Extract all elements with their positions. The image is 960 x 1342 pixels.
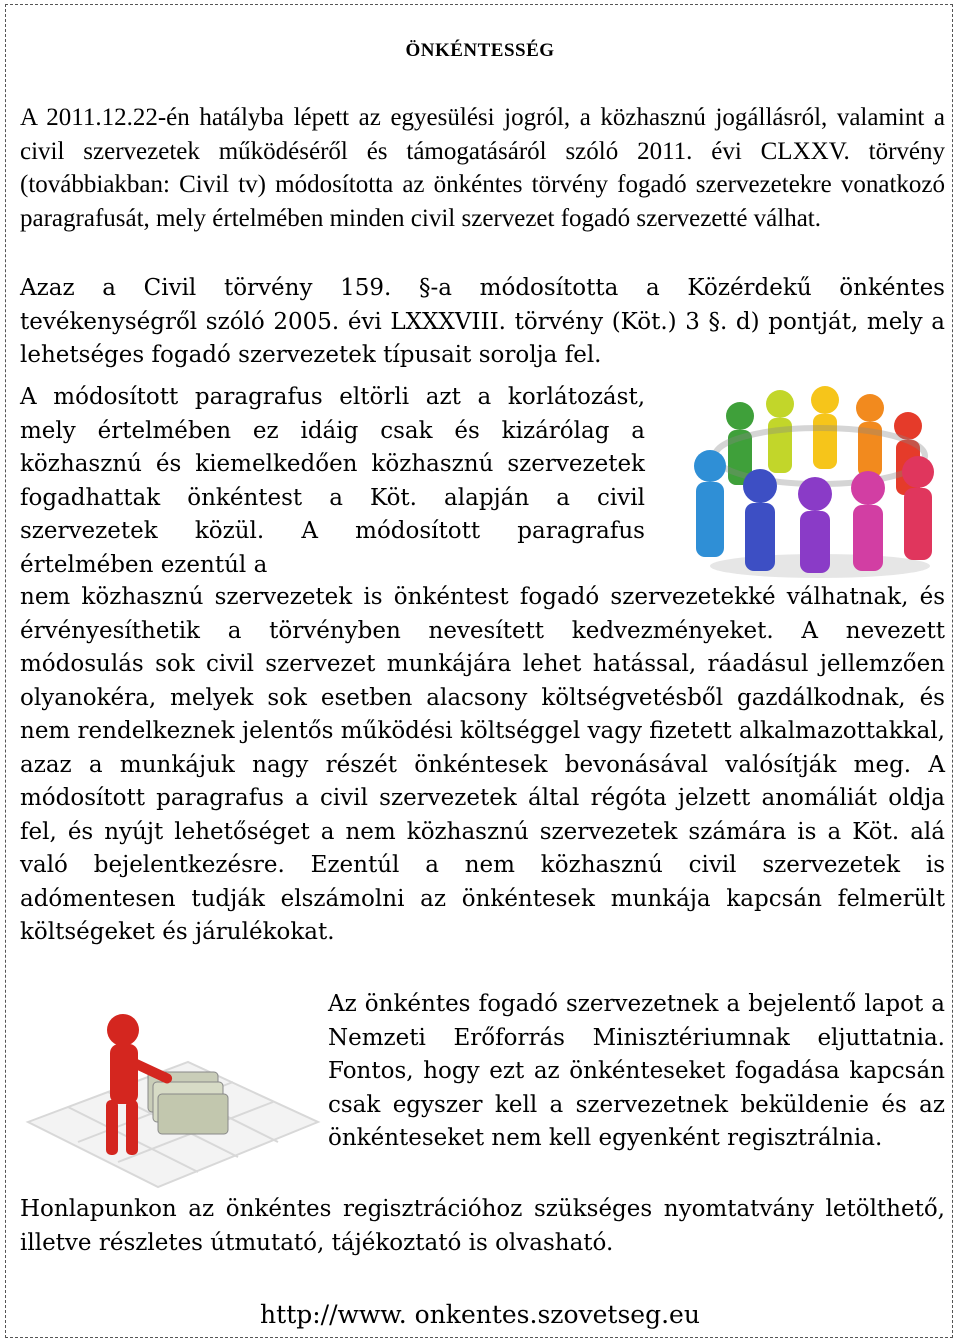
people-circle-illustration: [680, 386, 950, 581]
paragraph-website: Honlapunkon az önkéntes regisztrációhoz szükséges nyomtatvány letölthető, illetve részletes útmutató, tájékoztató is olvasható.: [20, 1196, 945, 1256]
paragraph-modification-part2: nem közhasznú szervezetek is önkéntest fogadó szervezetekké válhatnak, és érvényesíthetik a törvényben nevesített kedvezményeket. A nevezett módosulás sok civil szervezet munkájára lehet hatással, ráadásul jellemzően olyanokéra, melyek sok esetben alacsony költségvetésből gazdálkodnak, és nem rendelkeznek jelentős működési költséggel vagy fizetett alkalmazottakkal, azaz a munkájuk nagy részét önkéntesek bevonásával valósítják meg. A módosított paragrafus a civil szervezetek által régóta jelzett anomáliát oldja fel, és nyújt lehetőséget a nem közhasznú szervezetek számára is a Köt. alá való bejelentkezésre. Ezentúl a nem közhasznú civil szervezetek is adómentesen tudják elszámolni az önkéntesek munkája kapcsán felmerült költségeket és járulékokat.: [20, 584, 945, 945]
website-url[interactable]: http://www. onkentes.szovetseg.eu: [260, 1300, 700, 1329]
page-title: ÖNKÉNTESSÉG: [405, 40, 555, 61]
paragraph-civil-law: Azaz a Civil törvény 159. §-a módosította a Közérdekű önkéntes tevékenységről szóló 2005. évi LXXXVIII. törvény (Köt.) 3 §. d) pontját, mely a lehetséges fogadó szervezetek típusait sorolja fel.: [20, 275, 945, 368]
paragraph-registration: Az önkéntes fogadó szervezetnek a bejelentő lapot a Nemzeti Erőforrás Minisztériumnak eljuttatnia. Fontos, hogy ezt az önkénteseket fogadása kapcsán csak egyszer kell a szervezetnek beküldenie és az önkénteseket nem kell egyenként regisztrálnia.: [328, 991, 945, 1151]
paragraph-intro: A 2011.12.22-én hatályba lépett az egyesülési jogról, a közhasznú jogállásról, valamint a civil szervezetek működéséről és támogatásáról szóló 2011. évi CLXXV. törvény (továbbiakban: Civil tv) módosította az önkéntes törvény fogadó szervezetekre vonatkozó paragrafusát, mely értelmében minden civil szervezet fogadó szervezetté válhat.: [20, 104, 945, 232]
puzzle-money-illustration: [18, 1002, 323, 1192]
paragraph-modification-part1: A módosított paragrafus eltörli azt a korlátozást, mely értelmében ez idáig csak és kizárólag a közhasznú és kiemelkedően közhasznú szervezetek fogadhattak önkéntest a Köt. alapján a civil szervezetek közül. A módosított paragrafus értelmében ezentúl a: [20, 384, 645, 578]
